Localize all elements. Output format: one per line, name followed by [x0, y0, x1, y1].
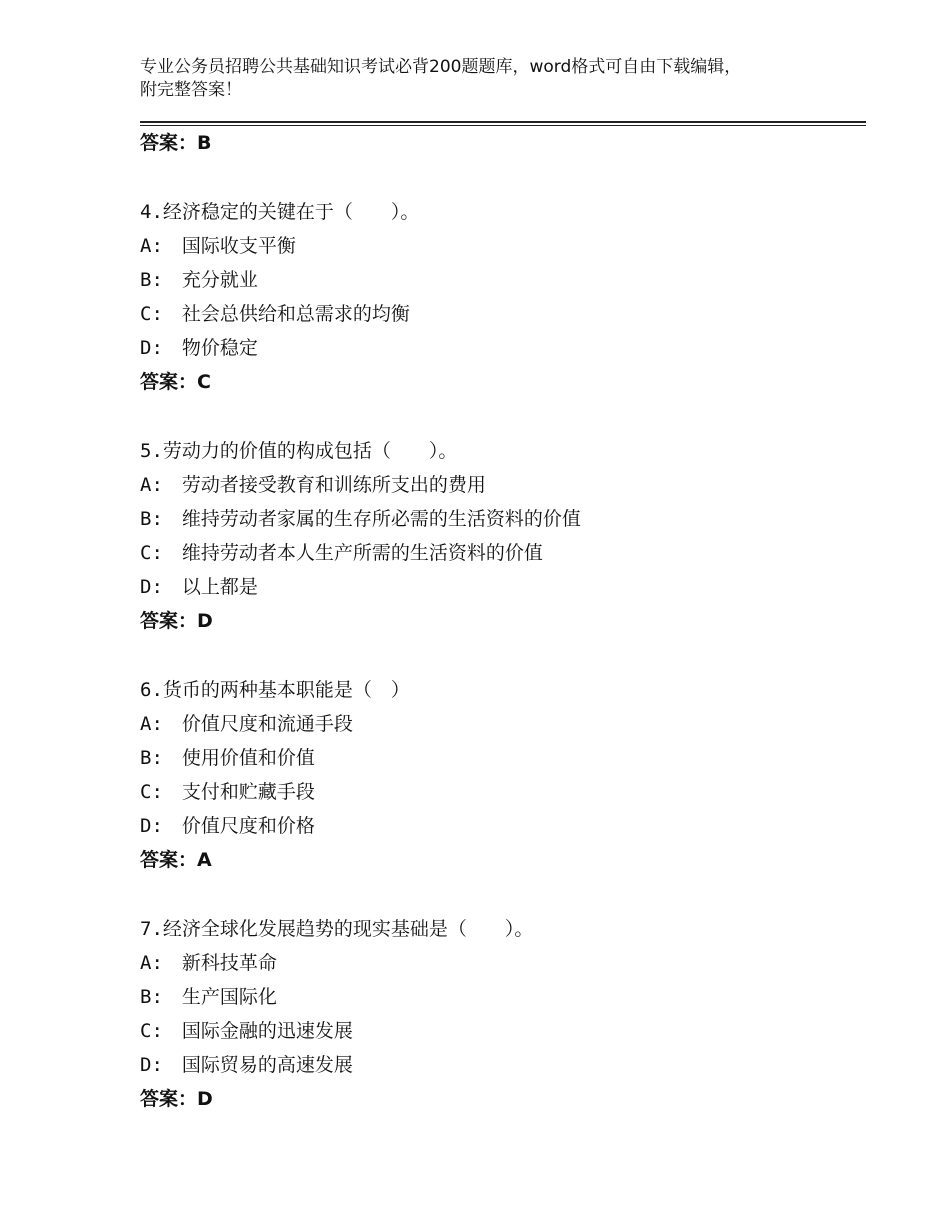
- option-c: C: 国际金融的迅速发展: [140, 1020, 353, 1042]
- question-stem: 5.劳动力的价值的构成包括（ ）。: [140, 440, 458, 462]
- option-d: D: 物价稳定: [140, 337, 258, 359]
- question-stem: 4.经济稳定的关键在于（ ）。: [140, 201, 420, 223]
- option-a: A: 新科技革命: [140, 952, 277, 974]
- previous-answer: 答案：B: [140, 132, 212, 154]
- option-d: D: 国际贸易的高速发展: [140, 1054, 353, 1076]
- answer: 答案：A: [140, 849, 212, 871]
- option-b: B: 维持劳动者家属的生存所必需的生活资料的价值: [140, 508, 581, 530]
- header-rule-thick: [140, 121, 866, 123]
- option-a: A: 国际收支平衡: [140, 235, 296, 257]
- option-d: D: 价值尺度和价格: [140, 815, 315, 837]
- header-line-2: 附完整答案！: [140, 80, 242, 100]
- option-c: C: 支付和贮藏手段: [140, 781, 315, 803]
- option-b: B: 使用价值和价值: [140, 747, 315, 769]
- option-b: B: 充分就业: [140, 269, 258, 291]
- document-header: [140, 56, 840, 102]
- option-c: C: 社会总供给和总需求的均衡: [140, 303, 410, 325]
- question-stem: 7.经济全球化发展趋势的现实基础是（ ）。: [140, 918, 534, 940]
- answer: 答案：D: [140, 1088, 213, 1110]
- header-rule-thin: [140, 125, 866, 126]
- option-b: B: 生产国际化: [140, 986, 277, 1008]
- option-d: D: 以上都是: [140, 576, 258, 598]
- option-a: A: 价值尺度和流通手段: [140, 713, 353, 735]
- answer: 答案：D: [140, 610, 213, 632]
- answer: 答案：C: [140, 371, 211, 393]
- question-stem: 6.货币的两种基本职能是（ ）: [140, 679, 410, 701]
- header-line-1: 专业公务员招聘公共基础知识考试必背200题题库，word格式可自由下载编辑，: [140, 57, 742, 77]
- option-c: C: 维持劳动者本人生产所需的生活资料的价值: [140, 542, 543, 564]
- option-a: A: 劳动者接受教育和训练所支出的费用: [140, 474, 486, 496]
